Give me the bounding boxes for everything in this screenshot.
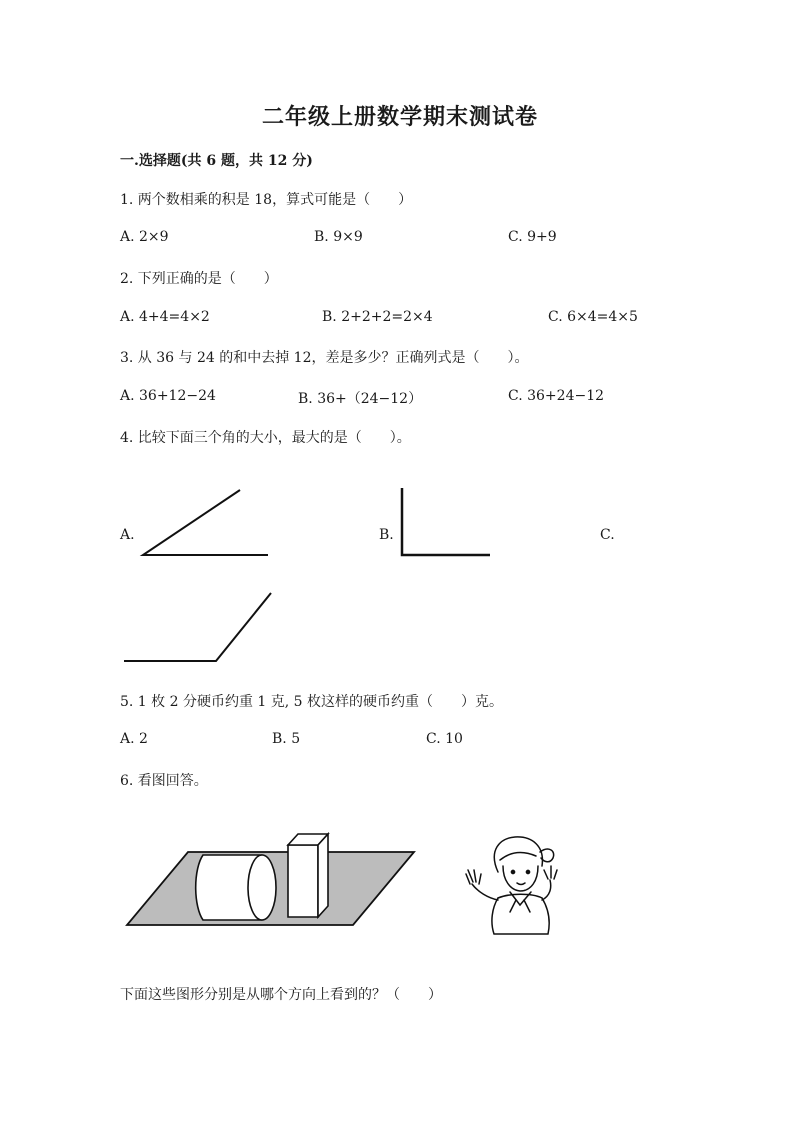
q3-option-c[interactable]: C. 36+24−12 xyxy=(508,388,605,404)
q4-option-c[interactable]: C. xyxy=(600,527,615,543)
q4-option-a[interactable]: A. xyxy=(120,527,135,543)
question-6: 6. 看图回答。 xyxy=(120,773,208,789)
question-5: 5. 1 枚 2 分硬币约重 1 克, 5 枚这样的硬币约重（ ）克。 xyxy=(120,694,504,710)
q1-option-b[interactable]: B. 9×9 xyxy=(314,229,363,245)
q4-option-b[interactable]: B. xyxy=(379,527,394,543)
q3-option-b[interactable]: B. 36+（24−12） xyxy=(298,391,423,407)
q3-option-a[interactable]: A. 36+12−24 xyxy=(120,388,216,404)
q1-option-a[interactable]: A. 2×9 xyxy=(120,229,169,245)
q2-option-c[interactable]: C. 6×4=4×5 xyxy=(548,309,638,325)
q5-option-b[interactable]: B. 5 xyxy=(272,731,301,747)
q5-option-a[interactable]: A. 2 xyxy=(120,731,148,747)
question-6-prompt: 下面这些图形分别是从哪个方向上看到的？（ ） xyxy=(120,987,442,1003)
q5-option-c[interactable]: C. 10 xyxy=(426,731,463,747)
q2-option-b[interactable]: B. 2+2+2=2×4 xyxy=(322,309,433,325)
question-1: 1. 两个数相乘的积是 18，算式可能是（ ） xyxy=(120,192,413,208)
q2-option-a[interactable]: A. 4+4=4×2 xyxy=(120,309,210,325)
section-heading: 一.选择题(共 6 题，共 12 分) xyxy=(120,153,313,169)
question-2: 2. 下列正确的是（ ） xyxy=(120,271,278,287)
page-title: 二年级上册数学期末测试卷 xyxy=(261,104,538,130)
q1-option-c[interactable]: C. 9+9 xyxy=(508,229,557,245)
question-4: 4. 比较下面三个角的大小，最大的是（ ）。 xyxy=(120,430,411,446)
question-3: 3. 从 36 与 24 的和中去掉 12，差是多少？正确列式是（ ）。 xyxy=(120,350,529,366)
